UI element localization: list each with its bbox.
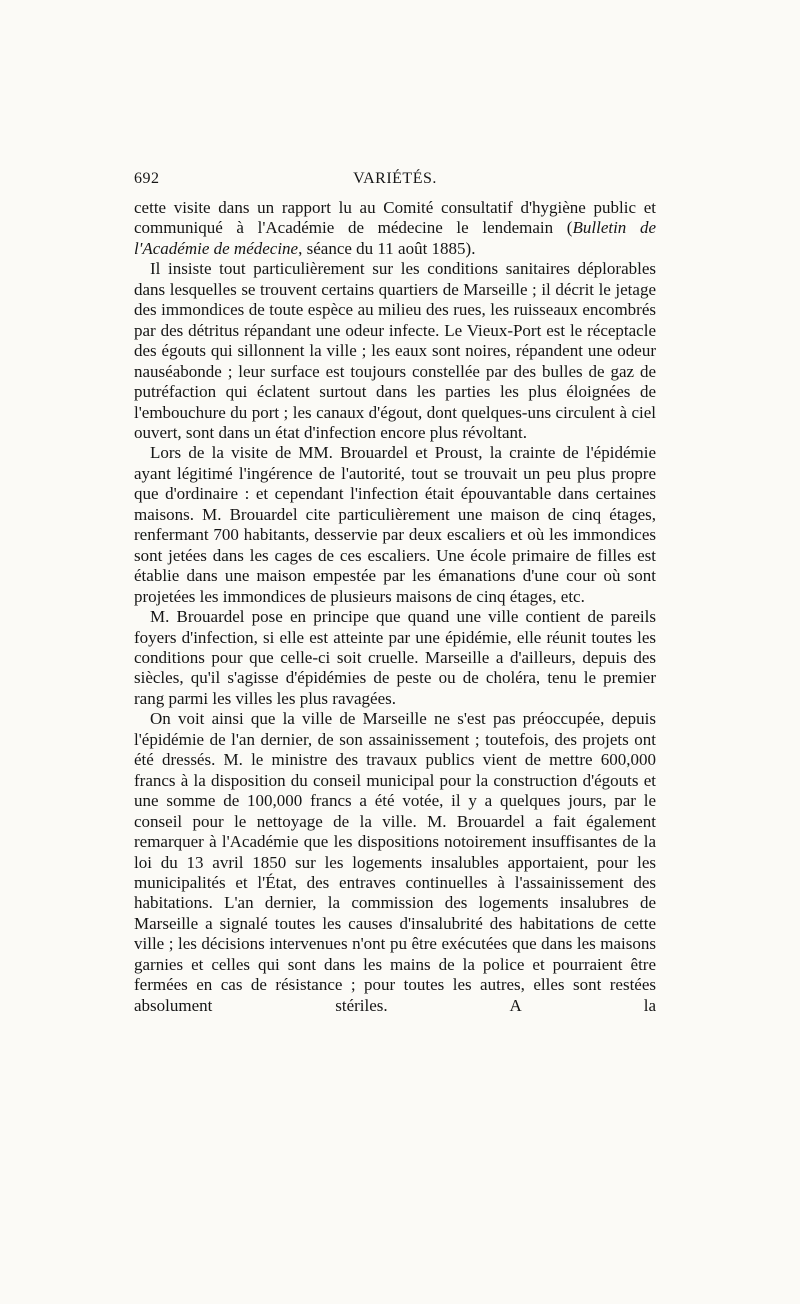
paragraph-5: On voit ainsi que la ville de Marseille ne s'est pas préoccupée, depuis l'épidémie de l'an dernier, de son assainissement ; toutefois, des projets ont été dressés. M. le ministre des travaux publics vient de mettre 600,000 francs à la disposition du conseil municipal pour la construction d'égouts et une somme de 100,000 francs a été votée, il y a quelques jours, par le conseil pour le nettoyage de la ville. M. Brouardel a fait également remarquer à l'Académie que les dispositions notoirement insuffisantes de la loi du 13 avril 1850 sur les logements insalubles apportaient, pour les municipalités et l'État, des entraves continuelles à l'assainissement des habitations. L'an dernier, la commission des logements insalubres de Marseille a signalé toutes les causes d'insalubrité des habitations de cette ville ; les décisions intervenues n'ont pu être exécutées que dans les maisons garnies et celles qui sont dans les mains de la police et pourraient être fermées en cas de résistance ; pour toutes les autres, elles sont restées absolument stériles. A la	[134, 709, 656, 1015]
page-header	[134, 170, 656, 194]
paragraph-3: Lors de la visite de MM. Brouardel et Proust, la crainte de l'épidémie ayant légitimé l'ingérence de l'autorité, tout se trouvait un peu plus propre que d'ordinaire : et cependant l'infection était épouvantable dans certaines maisons. M. Brouardel cite particulièrement une maison de cinq étages, renfermant 700 habitants, desservie par deux escaliers et où les immondices sont jetées dans les cages de ces escaliers. Une école primaire de filles est établie dans une maison empestée par les émanations d'une cour où sont projetées les immondices de plusieurs maisons de cinq étages, etc.	[134, 443, 656, 606]
paragraph-1-text: cette visite dans un rapport lu au Comité consultatif d'hygiène public et communiqué à l'Académie de médecine le lendemain (	[134, 198, 656, 238]
paragraph-1-tail: , séance du 11 août 1885).	[298, 238, 476, 258]
running-head: VARIÉTÉS.	[353, 170, 437, 187]
body-text	[134, 198, 656, 1016]
paragraph-4: M. Brouardel pose en principe que quand une ville contient de pareils foyers d'infection, si elle est atteinte par une épidémie, elle réunit toutes les conditions pour que celle-ci soit cruelle. Marseille a d'ailleurs, depuis des siècles, qu'il s'agisse d'épidémies de peste ou de choléra, tenu le premier rang parmi les villes les plus ravagées.	[134, 607, 656, 708]
bulletin-citation: Bulletin de l'Académie de médecine	[134, 218, 657, 258]
paragraph-1	[134, 198, 656, 259]
paragraph-2: Il insiste tout particulièrement sur les conditions sanitaires déplorables dans lesquelles se trouvent certains quartiers de Marseille ; il décrit le jetage des immondices de toute espèce au milieu des rues, les ruisseaux encombrés par des détritus répandant une odeur infecte. Le Vieux-Port est le réceptacle des égouts qui sillonnent la ville ; les eaux sont noires, répandent une odeur nauséabonde ; leur surface est toujours constellée par des bulles de gaz de putréfaction qui éclatent surtout dans les parties les plus éloignées de l'embouchure du port ; les canaux d'égout, dont quelques-uns circulent à ciel ouvert, sont dans un état d'infection encore plus révoltant.	[134, 259, 656, 442]
page-number: 692	[134, 170, 160, 187]
